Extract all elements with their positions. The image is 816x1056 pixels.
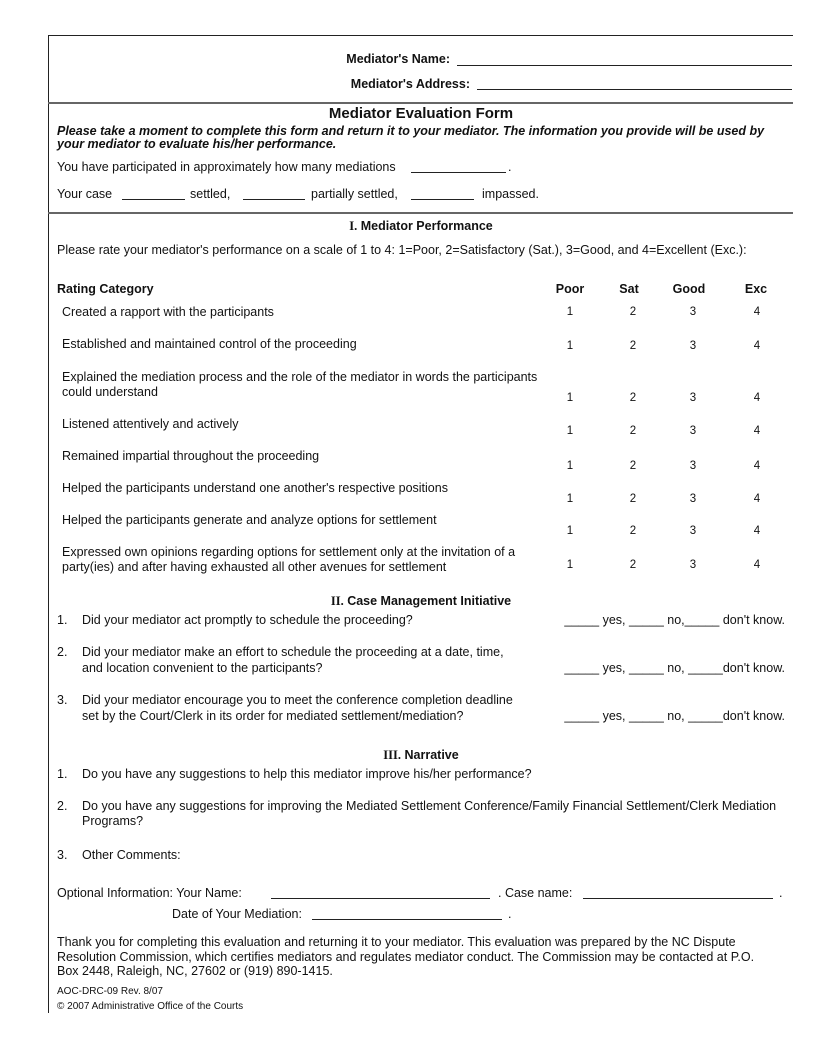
rating-option-3[interactable]: 3 [689, 525, 697, 537]
rating-option-3[interactable]: 3 [689, 425, 697, 437]
rating-row-label: Helped the participants generate and analyze options for settlement [62, 513, 437, 527]
col-exc: Exc [744, 282, 768, 296]
settled-label: settled, [190, 187, 231, 201]
rating-option-2[interactable]: 2 [629, 460, 637, 472]
question-text: Did your mediator encourage you to meet the conference completion deadline [82, 693, 513, 707]
participation-text [57, 160, 396, 175]
section1-number: I. [349, 219, 358, 233]
question-number: 3. [57, 848, 68, 862]
rating-option-2[interactable]: 2 [629, 306, 637, 318]
case-status-label: Your case [57, 187, 113, 201]
rating-row-label: Helped the participants understand one another's respective positions [62, 481, 448, 495]
rating-option-4[interactable]: 4 [753, 392, 761, 404]
section2-number: II. [330, 594, 344, 608]
section3-heading [383, 748, 458, 763]
mediations-count-field[interactable] [411, 172, 506, 173]
rating-option-1[interactable]: 1 [566, 460, 574, 472]
rating-option-1[interactable]: 1 [566, 493, 574, 505]
question-number: 2. [57, 645, 68, 659]
rating-option-3[interactable]: 3 [689, 460, 697, 472]
question-number: 1. [57, 613, 68, 627]
rating-option-3[interactable]: 3 [689, 392, 697, 404]
section2-title: Case Management Initiative [347, 594, 512, 608]
yes-no-answer-field[interactable]: _____ yes, _____ no, _____don't know. [564, 661, 785, 675]
rating-option-3[interactable]: 3 [689, 340, 697, 352]
rating-row-label: Explained the mediation process and the role of the mediator in words the participants could understand [62, 370, 538, 399]
yes-no-answer-field[interactable]: _____ yes, _____ no, _____don't know. [564, 709, 785, 723]
rating-option-2[interactable]: 2 [629, 559, 637, 571]
partially-settled-label: partially settled, [311, 187, 398, 201]
rating-option-4[interactable]: 4 [753, 306, 761, 318]
case-name-field[interactable] [583, 898, 773, 899]
rating-option-1[interactable]: 1 [566, 392, 574, 404]
col-rating-category: Rating Category [57, 282, 154, 296]
section3-number: III. [383, 748, 402, 762]
rating-option-1[interactable]: 1 [566, 559, 574, 571]
partially-settled-field[interactable] [243, 199, 305, 200]
col-sat: Sat [619, 282, 639, 296]
left-border [48, 35, 49, 1013]
thank-you-text: Thank you for completing this evaluation and returning it to your mediator. This evaluation was prepared by the NC Dispute Resolution Commission, which certifies mediators and regulates mediator conduct. The Commission may be contacted at P.O. Box 2448, Raleigh, NC, 27602 or (919) 890-1415. [57, 935, 755, 978]
mediator-address-label: Mediator's Address: [350, 77, 470, 91]
mediation-date-field[interactable] [312, 919, 502, 920]
question-number: 2. [57, 799, 68, 813]
rating-option-4[interactable]: 4 [753, 460, 761, 472]
participation-label: You have participated in approximately how many mediations [57, 160, 396, 174]
your-name-field[interactable] [271, 898, 490, 899]
rating-option-2[interactable]: 2 [629, 493, 637, 505]
rating-option-3[interactable]: 3 [689, 559, 697, 571]
period: . [508, 907, 512, 921]
yes-no-answer-field[interactable]: _____ yes, _____ no,_____ don't know. [564, 613, 785, 627]
question-number: 3. [57, 693, 68, 707]
mediator-name-label: Mediator's Name: [346, 52, 450, 66]
section1-heading [349, 219, 492, 234]
question-text: Did your mediator make an effort to schedule the proceeding at a date, time, [82, 645, 504, 659]
rating-option-4[interactable]: 4 [753, 493, 761, 505]
rating-option-2[interactable]: 2 [629, 525, 637, 537]
form-title: Mediator Evaluation Form [328, 105, 514, 122]
rating-option-3[interactable]: 3 [689, 306, 697, 318]
rating-row-label: Expressed own opinions regarding options for settlement only at the invitation of a party(ies) and after having exhausted all other avenues for settlement [62, 545, 516, 574]
period: . [779, 886, 783, 900]
question-number: 1. [57, 767, 68, 781]
mediator-name-field[interactable] [457, 65, 792, 66]
col-poor: Poor [555, 282, 585, 296]
rating-option-2[interactable]: 2 [629, 425, 637, 437]
rating-option-4[interactable]: 4 [753, 525, 761, 537]
rating-row-label: Established and maintained control of the proceeding [62, 337, 357, 351]
question-text: set by the Court/Clerk in its order for mediated settlement/mediation? [82, 709, 464, 723]
intro-text: Please take a moment to complete this form and return it to your mediator. The information you provide will be used by your mediator to evaluate his/her performance. [57, 124, 765, 151]
case-name-label: . Case name: [498, 886, 573, 900]
rating-option-1[interactable]: 1 [566, 425, 574, 437]
your-name-label: Optional Information: Your Name: [57, 886, 242, 900]
rating-instructions: Please rate your mediator's performance on a scale of 1 to 4: 1=Poor, 2=Satisfactory (Sat.), 3=Good, and 4=Excellent (Exc.): [57, 243, 747, 257]
impassed-label: impassed. [482, 187, 539, 201]
form-id: AOC-DRC-09 Rev. 8/07 [57, 986, 163, 997]
rating-row-label: Listened attentively and actively [62, 417, 239, 431]
question-text: and location convenient to the participants? [82, 661, 323, 675]
question-text: Other Comments: [82, 848, 181, 862]
period: . [508, 160, 512, 174]
mediator-address-field[interactable] [477, 89, 792, 90]
rating-option-1[interactable]: 1 [566, 340, 574, 352]
divider [48, 212, 793, 214]
rating-option-4[interactable]: 4 [753, 340, 761, 352]
rating-option-2[interactable]: 2 [629, 340, 637, 352]
question-text: Do you have any suggestions to help this mediator improve his/her performance? [82, 767, 532, 781]
rating-option-4[interactable]: 4 [753, 425, 761, 437]
question-text: Do you have any suggestions for improving the Mediated Settlement Conference/Family Financial Settlement/Clerk Mediation Programs? [82, 799, 777, 828]
divider [48, 102, 793, 104]
impassed-field[interactable] [411, 199, 474, 200]
rating-option-2[interactable]: 2 [629, 392, 637, 404]
rating-option-1[interactable]: 1 [566, 306, 574, 318]
rating-row-label: Remained impartial throughout the proceeding [62, 449, 320, 463]
copyright: © 2007 Administrative Office of the Courts [57, 1001, 244, 1012]
section1-title: Mediator Performance [360, 219, 493, 233]
rating-option-1[interactable]: 1 [566, 525, 574, 537]
top-border [48, 35, 793, 36]
section2-heading [331, 594, 511, 609]
rating-option-3[interactable]: 3 [689, 493, 697, 505]
rating-row-label: Created a rapport with the participants [62, 305, 274, 319]
section3-title: Narrative [404, 748, 459, 762]
settled-field[interactable] [122, 199, 185, 200]
rating-option-4[interactable]: 4 [753, 559, 761, 571]
col-good: Good [672, 282, 706, 296]
mediation-date-label: Date of Your Mediation: [172, 907, 302, 921]
question-text: Did your mediator act promptly to schedule the proceeding? [82, 613, 413, 627]
